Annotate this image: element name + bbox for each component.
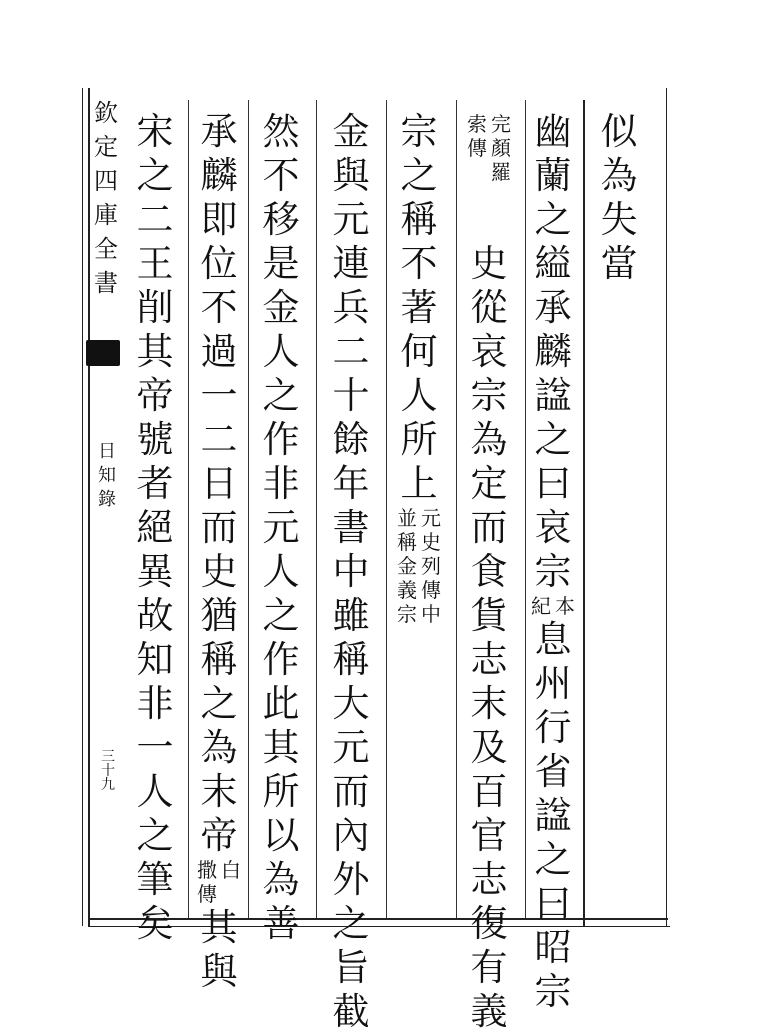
main-char: 即 — [200, 198, 238, 241]
main-char: 宋 — [136, 110, 174, 153]
note-char: 史 — [421, 530, 441, 554]
spine-char: 全 — [94, 235, 118, 263]
main-char: 其 — [262, 726, 300, 769]
text-column-8 — [132, 110, 178, 946]
main-char: 所 — [400, 418, 438, 461]
main-char: 不 — [200, 286, 238, 329]
spine-char: 日 — [98, 441, 116, 462]
spine-char: 九 — [101, 777, 115, 793]
main-char: 金 — [262, 286, 300, 329]
main-char: 之 — [534, 418, 572, 461]
column-divider — [583, 100, 585, 926]
main-char: 諡 — [534, 374, 572, 417]
main-char: 之 — [200, 682, 238, 725]
column-rule — [525, 100, 526, 918]
column-rule — [188, 100, 189, 918]
main-char: 其 — [136, 330, 174, 373]
main-char: 當 — [600, 242, 638, 285]
note-char: 本 — [555, 594, 575, 618]
main-char: 善 — [262, 902, 300, 945]
main-char: 一 — [136, 726, 174, 769]
note-char: 並 — [397, 506, 417, 530]
note-char: 羅 — [491, 160, 511, 184]
spine-char: 錄 — [98, 489, 116, 510]
main-char: 之 — [400, 154, 438, 197]
spine-collection-title — [92, 100, 120, 304]
main-char: 為 — [262, 858, 300, 901]
main-char: 史 — [470, 242, 508, 285]
main-char: 此 — [262, 682, 300, 725]
main-char: 人 — [400, 374, 438, 417]
main-char: 縊 — [534, 242, 572, 285]
text-column-2 — [530, 110, 576, 1014]
main-char: 稱 — [200, 638, 238, 681]
main-char: 貨 — [470, 594, 508, 637]
spine-char: 知 — [98, 465, 116, 486]
main-char: 宗 — [534, 550, 572, 593]
main-char: 作 — [262, 418, 300, 461]
main-char: 人 — [262, 550, 300, 593]
main-char: 稱 — [400, 198, 438, 241]
main-char: 義 — [470, 990, 508, 1033]
note-char: 紀 — [531, 594, 551, 618]
main-char: 二 — [136, 198, 174, 241]
main-char: 非 — [136, 682, 174, 725]
main-char: 不 — [262, 154, 300, 197]
annotation-c3 — [466, 112, 512, 184]
main-char: 哀 — [470, 330, 508, 373]
main-char: 旨 — [332, 946, 370, 989]
main-char: 宗 — [470, 374, 508, 417]
spine-char: 欽 — [94, 99, 118, 127]
note-char: 義 — [397, 578, 417, 602]
column-rule — [248, 100, 249, 918]
main-char: 為 — [470, 418, 508, 461]
note-char: 傳 — [467, 136, 487, 160]
main-char: 復 — [470, 902, 508, 945]
main-char: 行 — [534, 706, 572, 749]
main-char: 稱 — [332, 638, 370, 681]
main-char: 諡 — [534, 794, 572, 837]
spine-char: 庫 — [94, 201, 118, 229]
main-char: 上 — [400, 462, 438, 505]
main-char: 一 — [200, 374, 238, 417]
main-char: 州 — [534, 662, 572, 705]
main-char: 是 — [262, 242, 300, 285]
spine-char: 四 — [94, 167, 118, 195]
main-char: 哀 — [534, 506, 572, 549]
main-char: 號 — [136, 418, 174, 461]
text-column-1 — [596, 110, 642, 286]
main-char: 官 — [470, 814, 508, 857]
interlinear-note — [396, 506, 442, 626]
main-char: 外 — [332, 858, 370, 901]
main-char: 末 — [470, 682, 508, 725]
page-frame-outer-line — [82, 88, 83, 926]
main-char: 兵 — [332, 286, 370, 329]
spine-char: 三 — [101, 749, 115, 765]
text-column-4 — [396, 110, 442, 626]
interlinear-note — [530, 594, 576, 618]
main-char: 王 — [136, 242, 174, 285]
note-char: 金 — [397, 554, 417, 578]
main-char: 息 — [534, 618, 572, 661]
main-char: 金 — [332, 110, 370, 153]
main-char: 宗 — [400, 110, 438, 153]
note-char: 列 — [421, 554, 441, 578]
main-char: 絕 — [136, 506, 174, 549]
note-char: 撒 — [197, 858, 217, 882]
main-char: 然 — [262, 110, 300, 153]
column-rule — [386, 100, 387, 918]
spine-book-title — [94, 440, 120, 512]
interlinear-note — [196, 858, 242, 906]
note-char: 宗 — [397, 602, 417, 626]
main-char: 末 — [200, 770, 238, 813]
main-char: 故 — [136, 594, 174, 637]
text-column-3 — [466, 242, 512, 1034]
main-char: 作 — [262, 638, 300, 681]
main-char: 麟 — [534, 330, 572, 373]
note-char: 完 — [491, 112, 511, 136]
main-char: 史 — [200, 550, 238, 593]
main-char: 異 — [136, 550, 174, 593]
main-char: 著 — [400, 286, 438, 329]
main-char: 知 — [136, 638, 174, 681]
note-char: 傳 — [421, 578, 441, 602]
note-char: 中 — [421, 602, 441, 626]
main-char: 之 — [136, 814, 174, 857]
main-char: 似 — [600, 110, 638, 153]
main-char: 承 — [534, 286, 572, 329]
column-rule — [316, 100, 317, 918]
text-column-6 — [258, 110, 304, 946]
main-char: 以 — [262, 814, 300, 857]
main-char: 之 — [534, 198, 572, 241]
main-char: 餘 — [332, 418, 370, 461]
main-char: 猶 — [200, 594, 238, 637]
main-char: 過 — [200, 330, 238, 373]
note-char: 白 — [221, 858, 241, 882]
main-char: 矣 — [136, 902, 174, 945]
main-char: 連 — [332, 242, 370, 285]
main-char: 何 — [400, 330, 438, 373]
spine-page-number — [96, 750, 120, 792]
main-char: 人 — [136, 770, 174, 813]
main-char: 其 — [200, 906, 238, 949]
main-char: 所 — [262, 770, 300, 813]
main-char: 者 — [136, 462, 174, 505]
main-char: 之 — [332, 902, 370, 945]
main-char: 二 — [332, 330, 370, 373]
spine-char: 書 — [94, 269, 118, 297]
main-char: 省 — [534, 750, 572, 793]
main-char: 非 — [262, 462, 300, 505]
main-char: 內 — [332, 814, 370, 857]
main-char: 二 — [200, 418, 238, 461]
page-frame-right-line — [666, 88, 667, 926]
main-char: 元 — [332, 726, 370, 769]
note-char: 顏 — [491, 136, 511, 160]
main-char: 之 — [262, 594, 300, 637]
note-char: 稱 — [397, 530, 417, 554]
main-char: 與 — [200, 950, 238, 993]
main-char: 麟 — [200, 154, 238, 197]
main-char: 食 — [470, 550, 508, 593]
main-char: 年 — [332, 462, 370, 505]
main-char: 十 — [332, 374, 370, 417]
spine-char: 十 — [101, 763, 115, 779]
main-char: 與 — [332, 154, 370, 197]
note-char: 傳 — [197, 882, 217, 906]
main-char: 截 — [332, 990, 370, 1033]
main-char: 有 — [470, 946, 508, 989]
main-char: 志 — [470, 858, 508, 901]
main-char: 從 — [470, 286, 508, 329]
main-char: 而 — [200, 506, 238, 549]
main-char: 失 — [600, 198, 638, 241]
main-char: 筆 — [136, 858, 174, 901]
main-char: 人 — [262, 330, 300, 373]
note-char: 元 — [421, 506, 441, 530]
main-char: 大 — [332, 682, 370, 725]
main-char: 而 — [470, 506, 508, 549]
main-char: 不 — [400, 242, 438, 285]
main-char: 元 — [332, 198, 370, 241]
main-char: 帝 — [136, 374, 174, 417]
column-rule — [456, 100, 457, 918]
main-char: 志 — [470, 638, 508, 681]
note-char: 索 — [467, 112, 487, 136]
main-char: 元 — [262, 506, 300, 549]
text-column-7 — [196, 110, 242, 994]
main-char: 昭 — [534, 926, 572, 969]
main-char: 之 — [136, 154, 174, 197]
main-char: 蘭 — [534, 154, 572, 197]
spine-char: 定 — [94, 133, 118, 161]
text-column-5 — [328, 110, 374, 1034]
main-char: 中 — [332, 550, 370, 593]
main-char: 位 — [200, 242, 238, 285]
main-char: 之 — [262, 374, 300, 417]
main-char: 而 — [332, 770, 370, 813]
main-char: 移 — [262, 198, 300, 241]
main-char: 日 — [200, 462, 238, 505]
main-char: 幽 — [534, 110, 572, 153]
main-char: 曰 — [534, 882, 572, 925]
main-char: 為 — [200, 726, 238, 769]
main-char: 書 — [332, 506, 370, 549]
main-char: 削 — [136, 286, 174, 329]
main-char: 宗 — [534, 970, 572, 1013]
main-char: 為 — [600, 154, 638, 197]
main-char: 雖 — [332, 594, 370, 637]
main-char: 帝 — [200, 814, 238, 857]
spine-fish-tail-mark — [86, 340, 120, 366]
main-char: 定 — [470, 462, 508, 505]
main-char: 曰 — [534, 462, 572, 505]
main-char: 之 — [534, 838, 572, 881]
main-char: 承 — [200, 110, 238, 153]
main-char: 百 — [470, 770, 508, 813]
main-char: 及 — [470, 726, 508, 769]
